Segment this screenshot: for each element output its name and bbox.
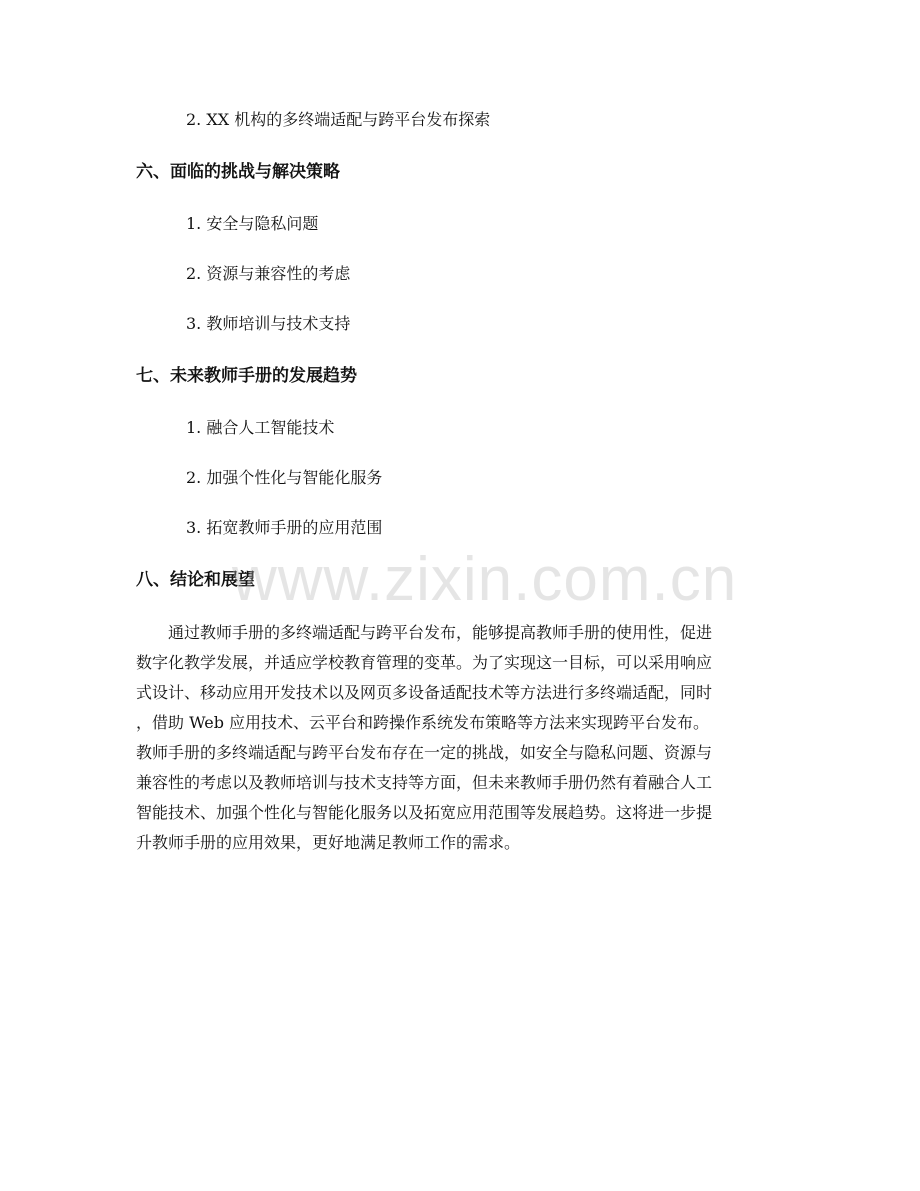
s7-item-2: 2. 加强个性化与智能化服务 <box>186 468 383 487</box>
paragraph-line: 智能技术、加强个性化与智能化服务以及拓宽应用范围等发展趋势。这将进一步提 <box>136 803 713 822</box>
s6-item-1: 1. 安全与隐私问题 <box>186 214 319 233</box>
s6-item-2: 2. 资源与兼容性的考虑 <box>186 264 351 283</box>
s7-item-1: 1. 融合人工智能技术 <box>186 418 335 437</box>
section-heading-7: 七、未来教师手册的发展趋势 <box>136 366 357 386</box>
conclusion-paragraph <box>136 618 786 858</box>
list-item-2-xx-institution: 2. XX 机构的多终端适配与跨平台发布探索 <box>186 110 491 129</box>
watermark: www.zixin.com.cn <box>232 545 738 614</box>
section-heading-6: 六、面临的挑战与解决策略 <box>136 162 340 182</box>
s7-item-3: 3. 拓宽教师手册的应用范围 <box>186 518 383 537</box>
paragraph-line: 兼容性的考虑以及教师培训与技术支持等方面，但未来教师手册仍然有着融合人工 <box>136 773 713 792</box>
paragraph-line: 通过教师手册的多终端适配与跨平台发布，能够提高教师手册的使用性，促进 <box>136 623 713 642</box>
paragraph-line: 式设计、移动应用开发技术以及网页多设备适配技术等方法进行多终端适配，同时 <box>136 683 713 702</box>
paragraph-line: 数字化教学发展，并适应学校教育管理的变革。为了实现这一目标，可以采用响应 <box>136 653 713 672</box>
paragraph-line: 升教师手册的应用效果，更好地满足教师工作的需求。 <box>136 833 521 852</box>
s6-item-3: 3. 教师培训与技术支持 <box>186 314 351 333</box>
paragraph-line: ，借助 Web 应用技术、云平台和跨操作系统发布策略等方法来实现跨平台发布。 <box>136 713 710 732</box>
section-heading-8: 八、结论和展望 <box>136 570 255 590</box>
paragraph-line: 教师手册的多终端适配与跨平台发布存在一定的挑战，如安全与隐私问题、资源与 <box>136 743 713 762</box>
